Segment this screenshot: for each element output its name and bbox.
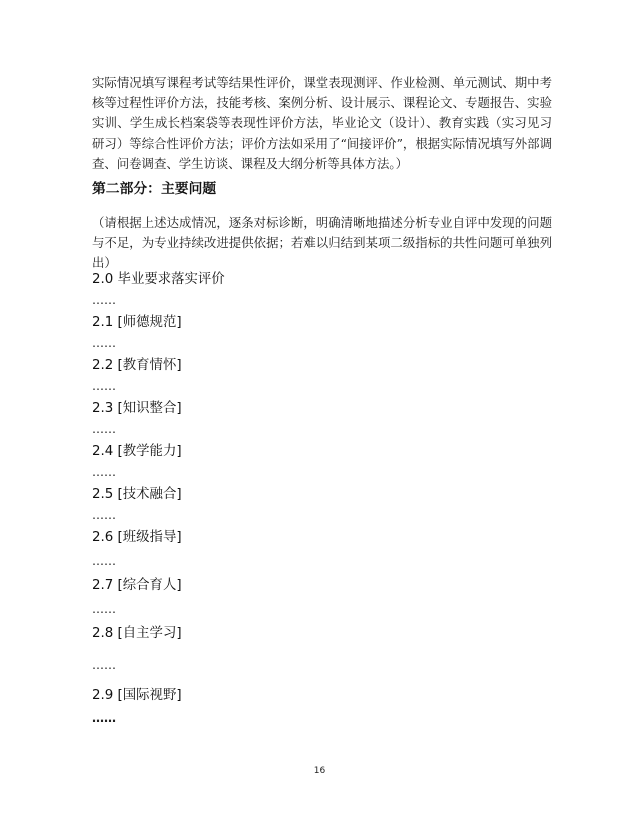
problem-item <box>92 623 552 685</box>
problem-item <box>92 312 552 355</box>
problem-item <box>92 398 552 441</box>
item-ellipsis: …… <box>92 379 116 393</box>
item-title-2-5: 2.5 [技术融合] <box>92 487 182 502</box>
item-ellipsis: …… <box>92 508 116 522</box>
page-number: 16 <box>313 766 326 776</box>
problem-item-list <box>92 269 552 729</box>
item-title-2-6: 2.6 [班级指导] <box>92 530 182 545</box>
section-heading: 第二部分：主要问题 <box>92 181 217 197</box>
problem-item <box>92 269 552 312</box>
intro-paragraph: 实际情况填写课程考试等结果性评价，课堂表现测评、作业检测、单元测试、期中考核等过程性评价方法，技能考核、案例分析、设计展示、课程论文、专题报告、实验实训、学生成长档案袋等表现性评价方法，毕业论文（设计）、教育实践（实习见习研习）等综合性评价方法；评价方法如采用了“间接评价”，根据实际情况填写外部调查、问卷调查、学生访谈、课程及大纲分析等具体方法。） <box>92 75 552 171</box>
problem-item <box>92 355 552 398</box>
item-ellipsis: …… <box>92 711 116 725</box>
item-ellipsis: …… <box>92 554 116 568</box>
problem-item <box>92 685 552 729</box>
item-title-2-9: 2.9 [国际视野] <box>92 688 182 703</box>
instruction-note: （请根据上述达成情况，逐条对标诊断，明确清晰地描述分析专业自评中发现的问题与不足，为专业持续改进提供依据；若难以归结到某项二级指标的共性问题可单独列出） <box>92 215 552 271</box>
item-ellipsis: …… <box>92 465 116 479</box>
item-title-2-8: 2.8 [自主学习] <box>92 626 182 641</box>
item-title-2-0: 2.0 毕业要求落实评价 <box>92 272 225 287</box>
item-title-2-3: 2.3 [知识整合] <box>92 401 182 416</box>
problem-item <box>92 484 552 527</box>
problem-item <box>92 575 552 623</box>
item-ellipsis: …… <box>92 293 116 307</box>
problem-item <box>92 527 552 575</box>
item-ellipsis: …… <box>92 658 116 672</box>
item-ellipsis: …… <box>92 336 116 350</box>
problem-item <box>92 441 552 484</box>
item-ellipsis: …… <box>92 422 116 436</box>
item-title-2-1: 2.1 [师德规范] <box>92 315 182 330</box>
item-ellipsis: …… <box>92 602 116 616</box>
item-title-2-7: 2.7 [综合育人] <box>92 578 182 593</box>
item-title-2-2: 2.2 [教育情怀] <box>92 358 182 373</box>
item-title-2-4: 2.4 [教学能力] <box>92 444 182 459</box>
